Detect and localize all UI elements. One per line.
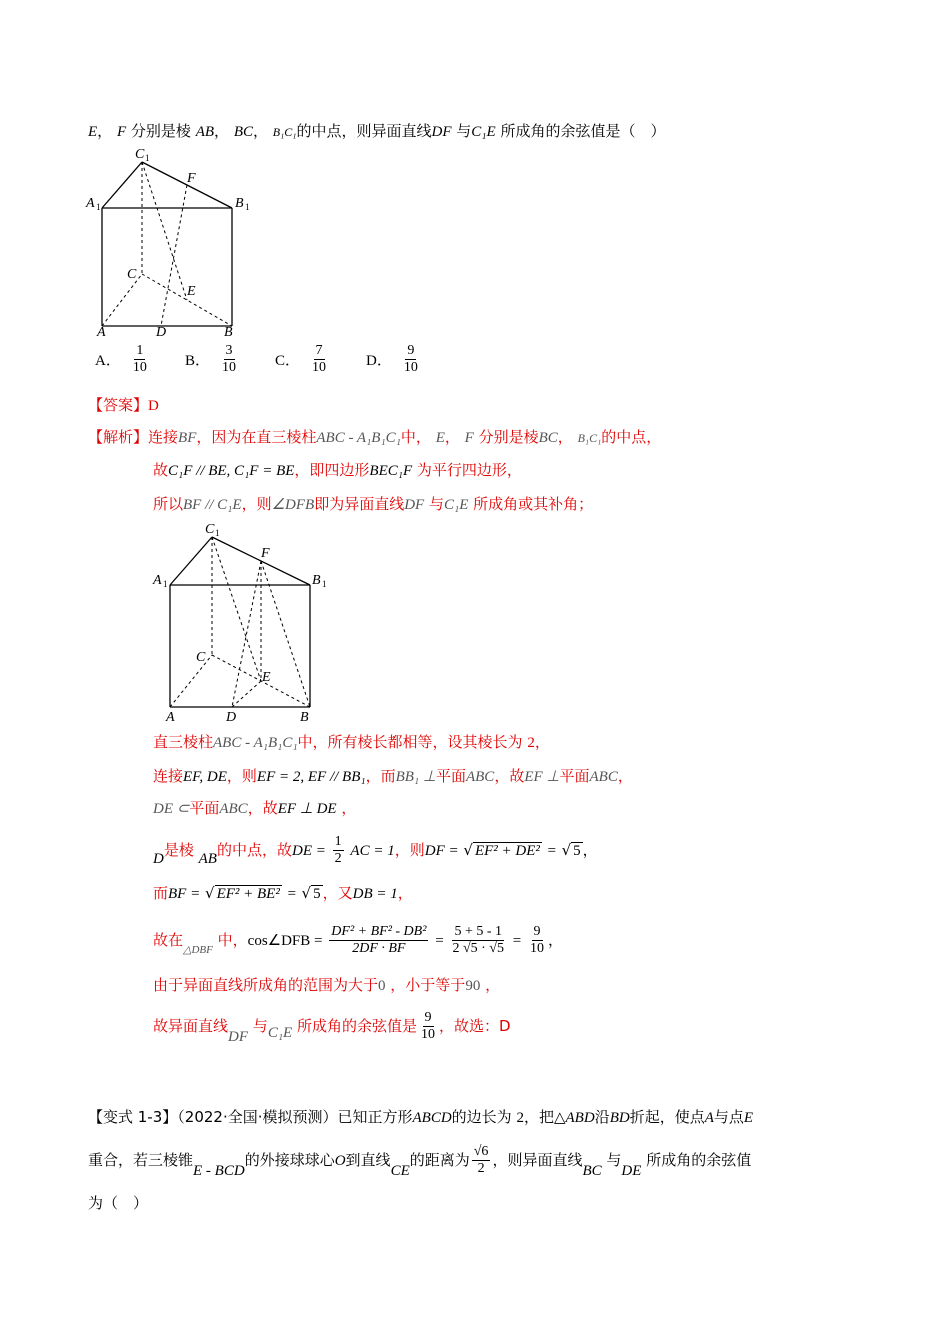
m: EF ⊥ DE xyxy=(277,801,337,817)
option-d-label: D． xyxy=(366,353,392,369)
m: DF xyxy=(228,1029,249,1045)
analysis-line-9 xyxy=(153,918,563,964)
t: ，故 xyxy=(247,799,278,817)
label-b1-sub: 1 xyxy=(322,579,327,589)
option-c-label: C． xyxy=(275,353,301,369)
m: = xyxy=(512,933,522,949)
option-c[interactable] xyxy=(275,343,330,376)
m: BF // C₁E xyxy=(183,497,242,513)
m: ABC xyxy=(219,801,248,817)
t: 所成角的余弦值 xyxy=(646,1151,752,1169)
t: 折起，使点 xyxy=(629,1108,705,1126)
comma: ， xyxy=(253,122,269,140)
label-f: F xyxy=(187,171,196,186)
t: 的距离为 xyxy=(409,1151,470,1169)
m: cos∠DFB = xyxy=(247,933,323,949)
num: 5 + 5 - 1 xyxy=(454,924,502,939)
num: 1 xyxy=(136,343,144,358)
den: 10 xyxy=(530,941,545,956)
label-d: D xyxy=(156,325,167,340)
label-b1: B xyxy=(312,573,321,588)
fraction-values xyxy=(450,924,506,957)
label-c1-sub: 1 xyxy=(145,153,150,163)
t: 由于异面直线所成角的范围为大于 xyxy=(153,976,379,994)
m: E xyxy=(743,1110,754,1126)
t: 中，所有棱长都相等，设其棱长为 xyxy=(297,733,523,751)
q-text-d: 所成角的余弦值是（ ） xyxy=(500,122,666,140)
t: ，因为在直三棱柱 xyxy=(196,428,317,446)
m: C₁E xyxy=(444,497,469,513)
label-b1-sub: 1 xyxy=(245,202,250,212)
m: EF² + BE² xyxy=(216,886,280,902)
q-text-b: 的中点，则异面直线 xyxy=(296,122,432,140)
m: △DBF xyxy=(183,944,213,956)
t: 故在 xyxy=(153,931,184,949)
m: BC xyxy=(538,430,558,446)
t: 故异面直线 xyxy=(153,1017,229,1035)
m: ABCD xyxy=(412,1110,452,1126)
label-a1: A xyxy=(153,573,162,588)
t: 直三棱柱 xyxy=(153,733,214,751)
t: 平面 xyxy=(435,767,466,785)
comma: ， xyxy=(97,122,113,140)
analysis-line-3 xyxy=(153,493,593,516)
m: A xyxy=(704,1110,714,1126)
label-c: C xyxy=(127,267,137,282)
m: ABC xyxy=(465,769,495,785)
t: ， xyxy=(341,799,357,817)
t: （2022·全国·模拟预测）已知正方形 xyxy=(177,1108,413,1126)
t: ， xyxy=(557,428,573,446)
m: ABC - A₁B₁C₁ xyxy=(213,735,298,751)
t: 与点 xyxy=(713,1108,744,1126)
line-df: DF xyxy=(431,124,452,140)
m: EF, DE xyxy=(183,769,227,785)
num: 1 xyxy=(334,834,342,849)
answer-line xyxy=(88,394,159,417)
option-c-value xyxy=(310,343,328,376)
label-c1: C xyxy=(205,522,215,537)
option-a-value xyxy=(131,343,149,376)
m: 2 xyxy=(527,735,535,751)
analysis-tag: 【解析】 xyxy=(88,428,149,446)
t: 所成角的余弦值是 xyxy=(296,1017,417,1035)
m: 0 xyxy=(378,978,386,994)
m: D xyxy=(153,851,164,867)
label-e: E xyxy=(187,284,196,299)
variant-line-1 xyxy=(88,1106,753,1129)
analysis-line-4 xyxy=(153,731,550,754)
label-e: E xyxy=(262,670,271,685)
comma: ， xyxy=(214,122,230,140)
t: 的中点， xyxy=(601,428,662,446)
t: 连接 xyxy=(153,767,184,785)
m: BC xyxy=(582,1163,602,1179)
analysis-line-6 xyxy=(153,797,356,820)
m: ABD xyxy=(565,1110,595,1126)
num: 9 xyxy=(407,343,415,358)
m: BD xyxy=(609,1110,630,1126)
m: E xyxy=(435,430,445,446)
m: AB xyxy=(198,851,217,867)
option-b-value xyxy=(220,343,238,376)
t: ，把△ xyxy=(523,1108,566,1126)
num: √6 xyxy=(473,1144,489,1159)
t: 的外接球球心 xyxy=(244,1151,335,1169)
m: DB = 1 xyxy=(352,886,398,902)
point-f: F xyxy=(116,124,127,140)
m: F xyxy=(464,430,474,446)
den: 2DF · BF xyxy=(352,941,406,956)
t: ，则异面直线 xyxy=(492,1151,583,1169)
den: 10 xyxy=(421,1027,435,1042)
label-b: B xyxy=(300,710,309,725)
t: ，又 xyxy=(322,884,353,902)
m: EF ⊥ xyxy=(524,769,560,785)
t: 为（ ） xyxy=(88,1194,149,1212)
m: = xyxy=(286,886,297,902)
t: ，故 xyxy=(494,767,525,785)
t: 故 xyxy=(153,461,169,479)
t: 到直线 xyxy=(345,1151,391,1169)
num: 9 xyxy=(424,1010,432,1025)
label-c1-sub: 1 xyxy=(215,528,220,538)
den: 10 xyxy=(312,360,327,375)
label-a: A xyxy=(166,710,175,725)
t: 中， xyxy=(400,428,431,446)
label-a1-sub: 1 xyxy=(163,579,168,589)
analysis-line-11 xyxy=(153,1006,511,1050)
m: ABC - A₁B₁C₁ xyxy=(316,430,401,446)
t: 沿 xyxy=(594,1108,610,1126)
edge-b1c1: B₁C₁ xyxy=(272,125,297,139)
m: DF xyxy=(404,497,425,513)
num: 7 xyxy=(315,343,323,358)
den: 10 xyxy=(403,360,418,375)
t: ，则 xyxy=(226,767,257,785)
fraction-cosine xyxy=(329,924,428,957)
m: BEC₁F xyxy=(369,463,413,479)
m: E - BCD xyxy=(193,1163,245,1179)
t: ，即四边形 xyxy=(294,461,370,479)
analysis-line-1 xyxy=(88,426,661,449)
m: = xyxy=(435,933,444,949)
option-d[interactable] xyxy=(366,343,422,376)
analysis-line-8: 而BF = √ EF² + BE² = √ 5 ，又DB = 1， xyxy=(153,884,413,902)
t: ，则 xyxy=(394,841,425,859)
den: 10 xyxy=(222,360,237,375)
edge-bc: BC xyxy=(233,124,253,140)
m: DE xyxy=(621,1163,642,1179)
m: CE xyxy=(390,1163,410,1179)
analysis-line-7: D是棱 AB的中点，故DE = $\frac{1}{2}$ AC = 1，则DF = √ EF² + DE² = √ 5 ， xyxy=(153,834,598,867)
label-b1: B xyxy=(235,196,244,211)
option-b-label: B． xyxy=(185,353,211,369)
m: EF² + DE² xyxy=(474,843,540,859)
m: ABC xyxy=(589,769,618,785)
label-a: A xyxy=(97,325,106,340)
fraction-result xyxy=(528,924,546,957)
q-text-a: 分别是棱 xyxy=(126,122,191,140)
t: ，故选：D xyxy=(439,1017,511,1035)
t: 与 xyxy=(606,1151,622,1169)
prism-figure-1 xyxy=(80,140,260,340)
point-e: E xyxy=(88,124,98,140)
edge-ab: AB xyxy=(195,124,215,140)
label-c1: C xyxy=(135,147,145,162)
t: 的边长为 xyxy=(451,1108,512,1126)
fraction-half xyxy=(333,834,344,867)
t: 重合，若三棱锥 xyxy=(88,1151,194,1169)
t: ，小于等于 xyxy=(390,976,466,994)
t: 平面 xyxy=(189,799,220,817)
m: DE = xyxy=(291,843,326,859)
m: BB₁ ⊥ xyxy=(395,769,436,785)
t: 分别是棱 xyxy=(473,428,539,446)
m: BF = xyxy=(168,886,201,902)
label-b: B xyxy=(224,325,233,340)
variant-line-2 xyxy=(88,1138,751,1184)
m: EF = 2, EF // BB₁ xyxy=(256,769,366,785)
label-a1-sub: 1 xyxy=(96,202,101,212)
t: ，则 xyxy=(241,495,272,513)
label-d: D xyxy=(226,710,237,725)
option-d-value xyxy=(402,343,420,376)
num: 3 xyxy=(225,343,233,358)
m: = xyxy=(546,843,557,859)
num: DF² + BF² - DB² xyxy=(331,924,427,939)
t: 即为异面直线 xyxy=(314,495,405,513)
t: 所以 xyxy=(153,495,184,513)
den: 10 xyxy=(132,360,147,375)
m: B₁C₁ xyxy=(577,431,602,445)
t: 与 xyxy=(252,1017,268,1035)
t: ， xyxy=(534,733,550,751)
m: 2 xyxy=(516,1110,524,1126)
variant-tag: 【变式 1-3】 xyxy=(88,1108,178,1126)
m: O xyxy=(334,1153,346,1169)
label-a1: A xyxy=(86,196,95,211)
m: 5 xyxy=(313,886,321,902)
t: 平面 xyxy=(559,767,590,785)
t: 所成角或其补角； xyxy=(473,495,594,513)
t: 为平行四边形， xyxy=(416,461,522,479)
num: 9 xyxy=(533,924,541,939)
m: C₁E xyxy=(267,1025,293,1041)
fraction-final xyxy=(419,1010,437,1043)
t: ， xyxy=(548,931,564,949)
option-a-label: A． xyxy=(95,353,121,369)
answer-value: D xyxy=(148,398,159,414)
m: AC = 1 xyxy=(350,843,395,859)
option-a[interactable] xyxy=(95,343,151,376)
t: ， xyxy=(617,767,633,785)
m: 90 xyxy=(465,978,481,994)
m: DE ⊂ xyxy=(153,801,190,817)
t: 连接 xyxy=(148,428,179,446)
t: ， xyxy=(485,976,501,994)
q-text-c: 与 xyxy=(456,122,472,140)
option-b[interactable] xyxy=(185,343,240,376)
analysis-line-2 xyxy=(153,459,522,482)
t: 的中点，故 xyxy=(216,841,292,859)
answer-tag: 【答案】 xyxy=(88,396,149,414)
den: 2 xyxy=(477,1161,485,1176)
label-f: F xyxy=(261,546,270,561)
den: 2 √5 · √5 xyxy=(452,941,504,956)
fraction-distance xyxy=(472,1144,491,1177)
t: ， xyxy=(397,884,413,902)
t: 与 xyxy=(428,495,444,513)
t: 中， xyxy=(217,931,248,949)
m: BF xyxy=(178,430,197,446)
m: DF = xyxy=(424,843,459,859)
t: 而 xyxy=(153,884,169,902)
label-c: C xyxy=(196,650,206,665)
analysis-line-10 xyxy=(153,974,500,997)
t: ， xyxy=(582,841,598,859)
t: ， xyxy=(444,428,460,446)
t: ，而 xyxy=(365,767,396,785)
m: 5 xyxy=(573,843,581,859)
variant-line-3 xyxy=(88,1192,148,1214)
t: 是棱 xyxy=(163,841,194,859)
m: ∠DFB xyxy=(271,497,315,513)
line-c1e: C₁E xyxy=(471,124,496,140)
prism-figure-2 xyxy=(150,515,340,730)
den: 2 xyxy=(334,851,342,866)
m: C₁F // BE, C₁F = BE xyxy=(168,463,295,479)
analysis-line-5 xyxy=(153,765,633,788)
